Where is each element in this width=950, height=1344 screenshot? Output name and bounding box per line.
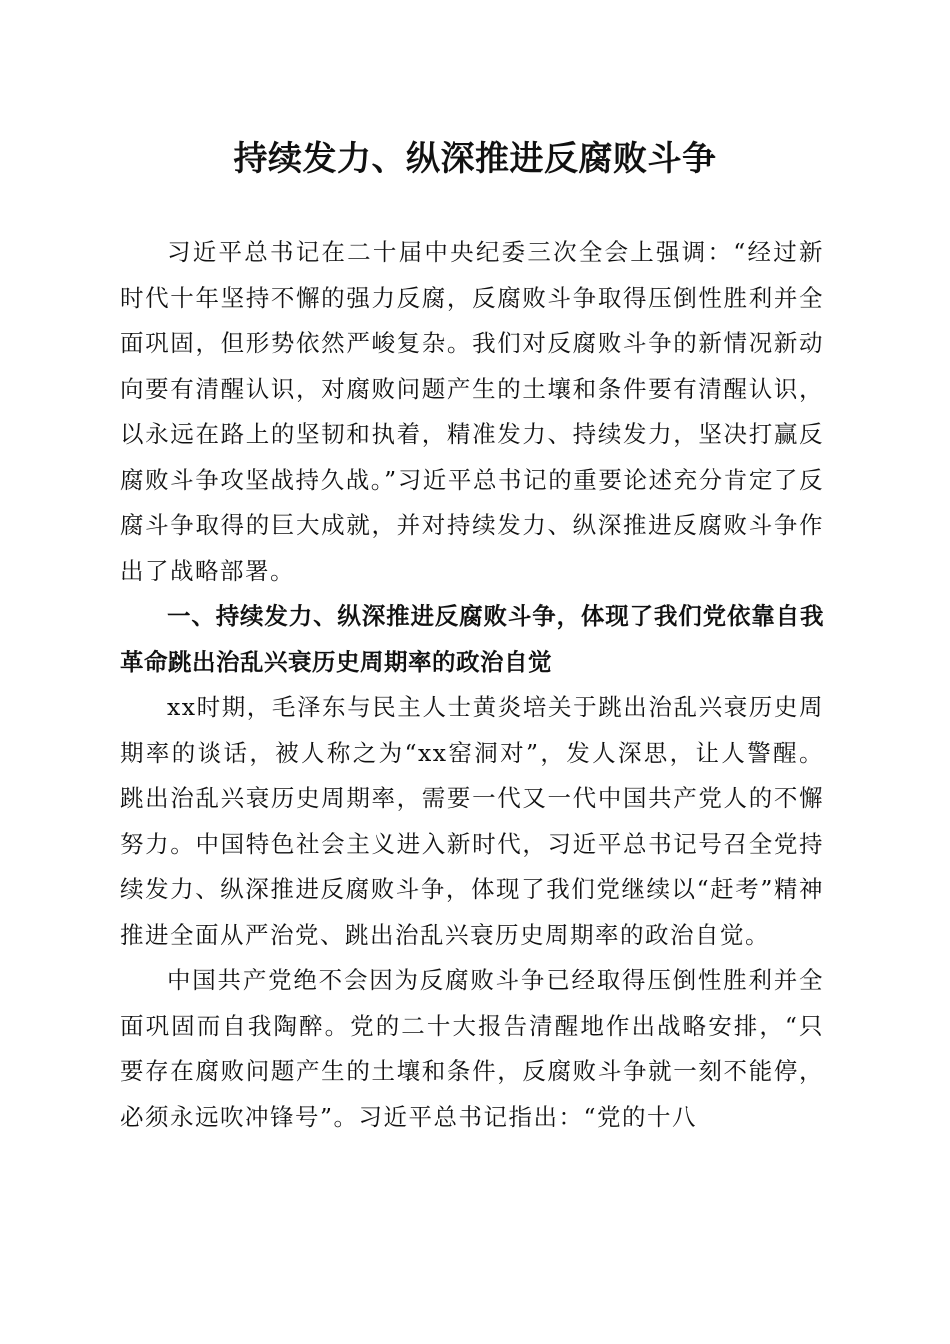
section-heading-1: 一、持续发力、纵深推进反腐败斗争，体现了我们党依靠自我革命跳出治乱兴衰历史周期率的政治自觉 bbox=[120, 602, 824, 676]
paragraph-continuation: 中国共产党绝不会因为反腐败斗争已经取得压倒性胜利并全面巩固而自我陶醉。党的二十大报告清醒地作出战略安排，“只要存在腐败问题产生的土壤和条件，反腐败斗争就一刻不能停，必须永远吹冲锋号”。习近平总书记指出：“党的十八 bbox=[120, 966, 824, 1131]
document-body bbox=[120, 230, 824, 1140]
document-title: 持续发力、纵深推进反腐败斗争 bbox=[233, 139, 717, 179]
paragraph-history: xx时期，毛泽东与民主人士黄炎培关于跳出治乱兴衰历史周期率的谈话，被人称之为“xx窑洞对”，发人深思，让人警醒。跳出治乱兴衰历史周期率，需要一代又一代中国共产党人的不懈努力。中国特色社会主义进入新时代，习近平总书记号召全党持续发力、纵深推进反腐败斗争，体现了我们党继续以“赶考”精神推进全面从严治党、跳出治乱兴衰历史周期率的政治自觉。 bbox=[120, 693, 824, 949]
paragraph-intro: 习近平总书记在二十届中央纪委三次全会上强调：“经过新时代十年坚持不懈的强力反腐，反腐败斗争取得压倒性胜利并全面巩固，但形势依然严峻复杂。我们对反腐败斗争的新情况新动向要有清醒认识，对腐败问题产生的土壤和条件要有清醒认识，以永远在路上的坚韧和执着，精准发力、持续发力，坚决打赢反腐败斗争攻坚战持久战。”习近平总书记的重要论述充分肯定了反腐斗争取得的巨大成就，并对持续发力、纵深推进反腐败斗争作出了战略部署。 bbox=[120, 238, 824, 585]
